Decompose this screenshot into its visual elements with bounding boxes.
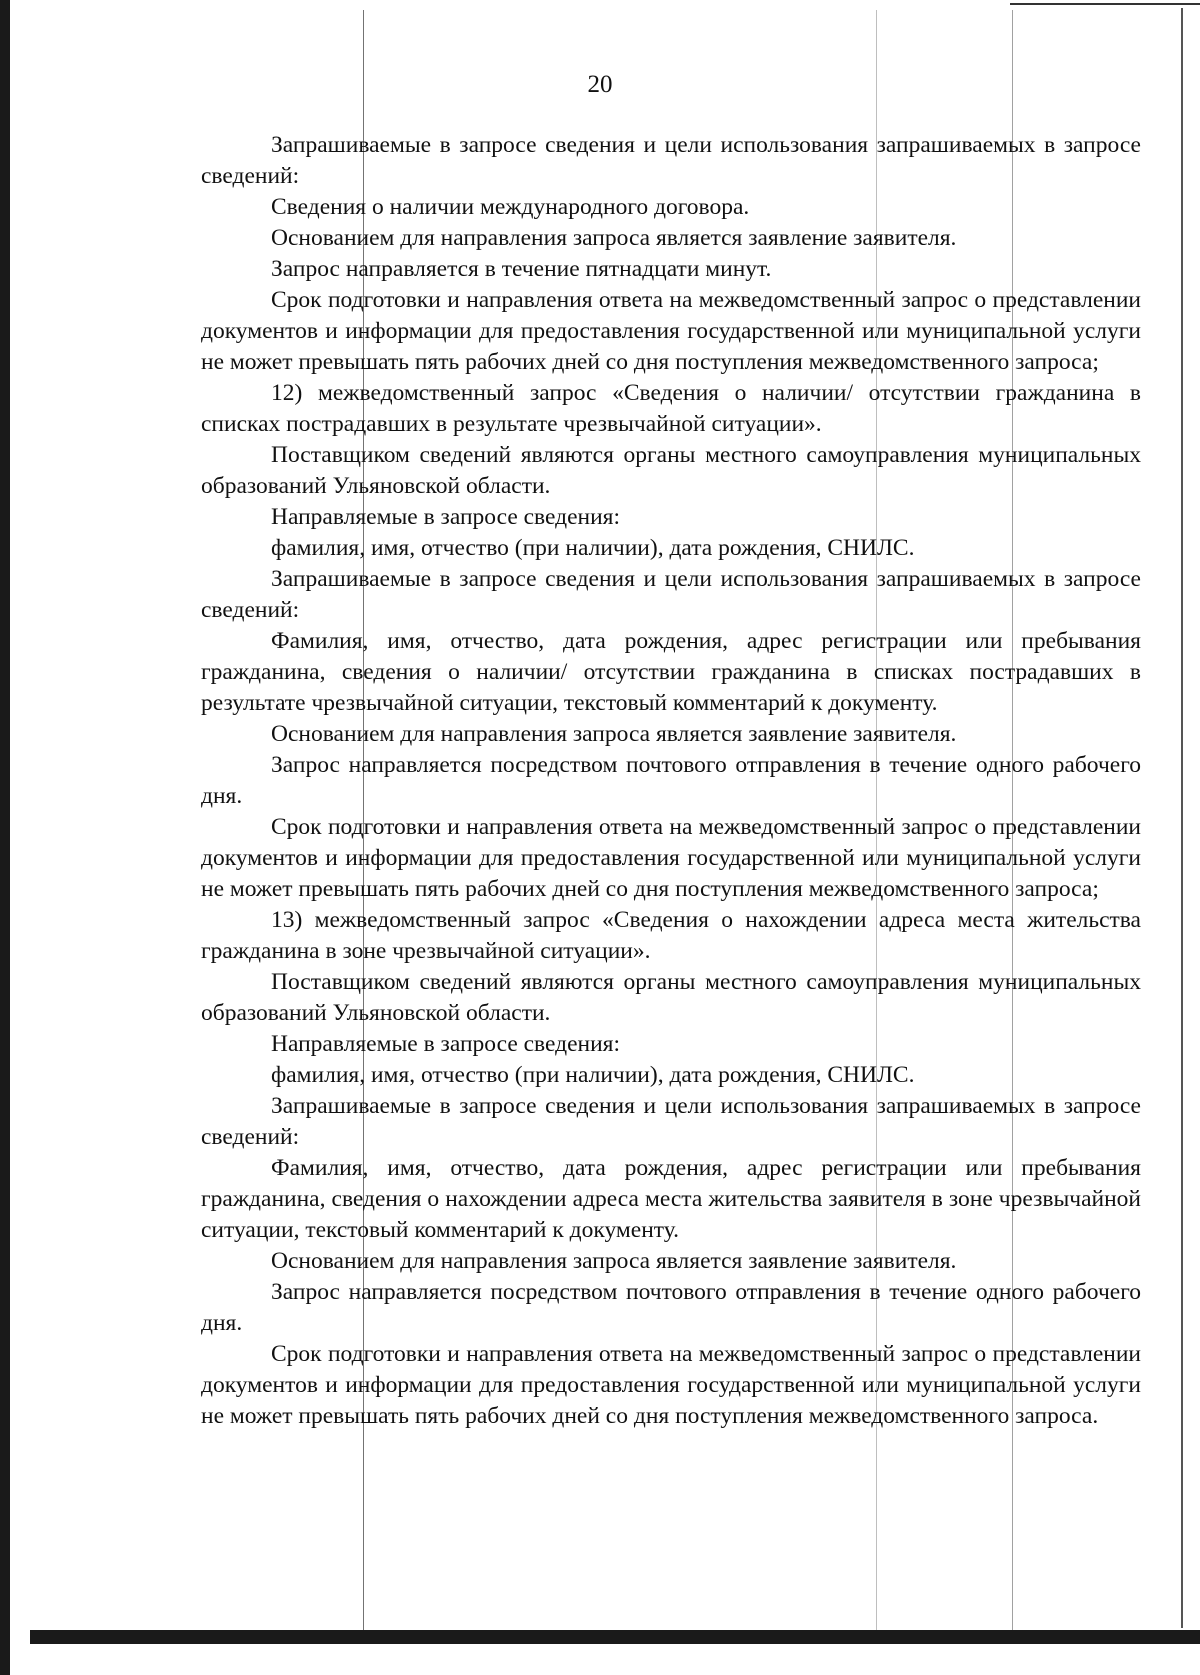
paragraph: фамилия, имя, отчество (при наличии), дата рождения, СНИЛС. [271, 1062, 915, 1088]
paragraph: Запрашиваемые в запросе сведения и цели использования запрашиваемых в запросе сведений: [201, 132, 1141, 189]
paragraph: Основанием для направления запроса является заявление заявителя. [271, 721, 957, 747]
scan-bottom-edge [30, 1630, 1200, 1644]
paragraph: Основанием для направления запроса является заявление заявителя. [271, 225, 957, 251]
paragraph: Срок подготовки и направления ответа на межведомственный запрос о представлении документов и информации для предоставления государственной или муниципальной услуги не может превышать пять рабочих дней со дня поступления межведомственного запроса; [201, 814, 1141, 902]
page-number: 20 [587, 71, 613, 98]
paragraph: Запрос направляется посредством почтового отправления в течение одного рабочего дня. [201, 752, 1141, 809]
paragraph: Срок подготовки и направления ответа на межведомственный запрос о представлении документов и информации для предоставления государственной или муниципальной услуги не может превышать пять рабочих дней со дня поступления межведомственного запроса. [201, 1341, 1141, 1429]
paragraph: 12) межведомственный запрос «Сведения о наличии/ отсутствии гражданина в списках пострадавших в результате чрезвычайной ситуации». [201, 380, 1141, 437]
paragraph: фамилия, имя, отчество (при наличии), дата рождения, СНИЛС. [271, 535, 915, 561]
paragraph: Запрос направляется посредством почтового отправления в течение одного рабочего дня. [201, 1279, 1141, 1336]
paragraph: Направляемые в запросе сведения: [271, 504, 621, 530]
paragraph: Основанием для направления запроса является заявление заявителя. [271, 1248, 957, 1274]
scan-top-rule [1010, 3, 1200, 5]
document-body [201, 130, 1141, 1432]
paragraph: Направляемые в запросе сведения: [271, 1031, 621, 1057]
paragraph: Поставщиком сведений являются органы местного самоуправления муниципальных образований Ульяновской области. [201, 969, 1141, 1026]
paragraph: Сведения о наличии международного договора. [271, 194, 750, 220]
scan-right-rule [1181, 8, 1183, 1628]
paragraph: Фамилия, имя, отчество, дата рождения, адрес регистрации или пребывания гражданина, сведения о нахождении адреса места жительства заявителя в зоне чрезвычайной ситуации, текстовый комментарий к документу. [201, 1155, 1141, 1243]
paragraph: Запрос направляется в течение пятнадцати минут. [271, 256, 772, 282]
paragraph: Фамилия, имя, отчество, дата рождения, адрес регистрации или пребывания гражданина, сведения о наличии/ отсутствии гражданина в списках пострадавших в результате чрезвычайной ситуации, текстовый комментарий к документу. [201, 628, 1141, 716]
scan-left-edge [0, 0, 10, 1675]
paragraph: Поставщиком сведений являются органы местного самоуправления муниципальных образований Ульяновской области. [201, 442, 1141, 499]
paragraph: Запрашиваемые в запросе сведения и цели использования запрашиваемых в запросе сведений: [201, 566, 1141, 623]
paragraph: Срок подготовки и направления ответа на межведомственный запрос о представлении документов и информации для предоставления государственной или муниципальной услуги не может превышать пять рабочих дней со дня поступления межведомственного запроса; [201, 287, 1141, 375]
paragraph: 13) межведомственный запрос «Сведения о нахождении адреса места жительства гражданина в зоне чрезвычайной ситуации». [201, 907, 1141, 964]
paragraph: Запрашиваемые в запросе сведения и цели использования запрашиваемых в запросе сведений: [201, 1093, 1141, 1150]
